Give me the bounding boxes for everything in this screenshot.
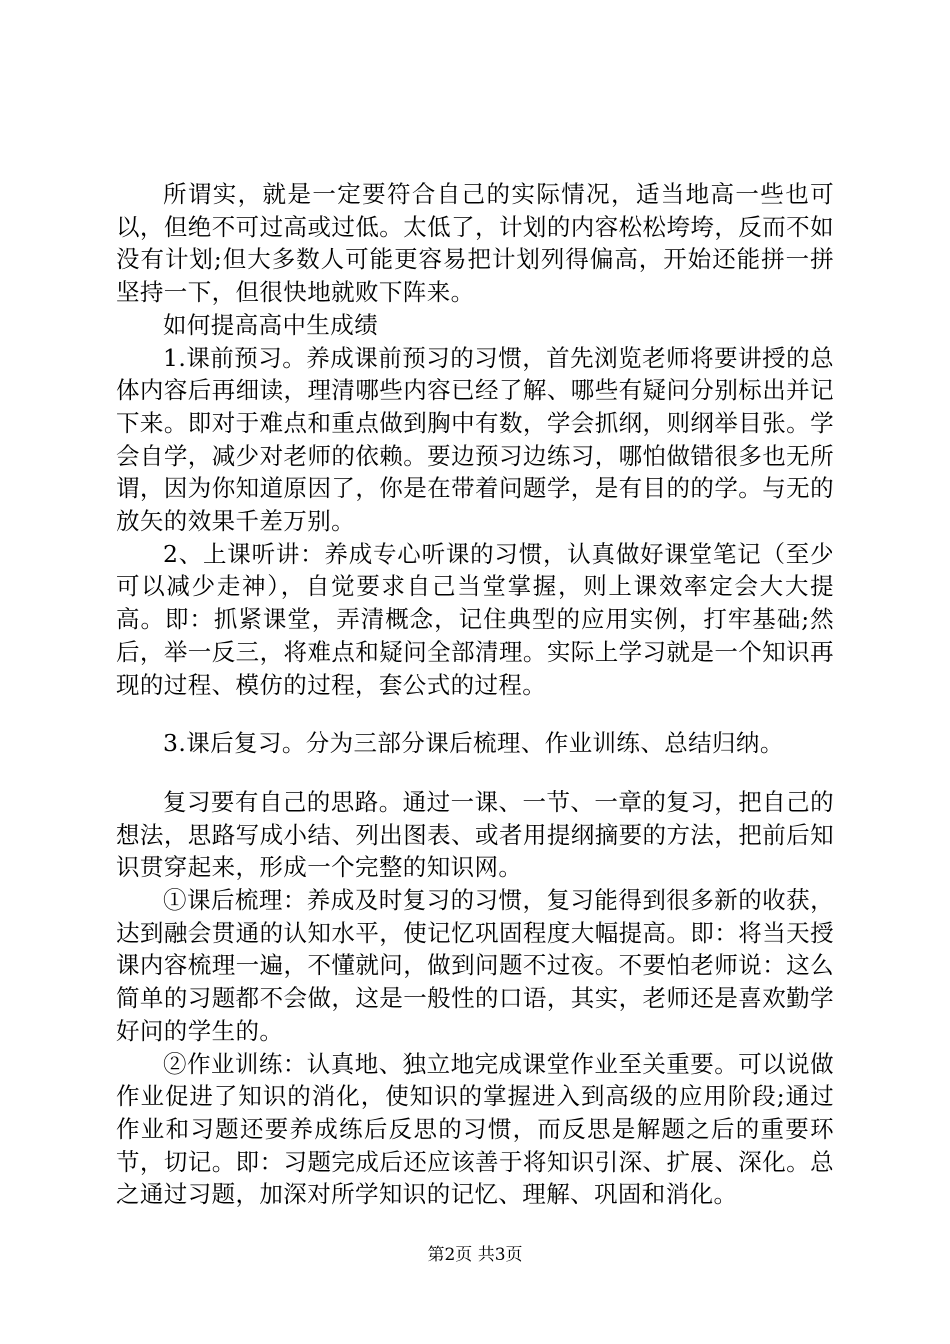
paragraph-after-class-sorting: ①课后梳理：养成及时复习的习惯，复习能得到很多新的收获，达到融会贯通的认知水平，使记忆巩固程度大幅提高。即：将当天授课内容梳理一遍，不懂就问，做到问题不过夜。不要怕老师说：这么简单的习题都不会做，这是一般性的口语，其实，老师还是喜欢勤学好问的学生的。: [116, 886, 834, 1045]
paragraph-homework-training: ②作业训练：认真地、独立地完成课堂作业至关重要。可以说做作业促进了知识的消化，使知识的掌握进入到高级的应用阶段;通过作业和习题还要养成练后反思的习惯，而反思是解题之后的重要环节，切记。即：习题完成后还应该善于将知识引深、扩展、深化。总之通过习题，加深对所学知识的记忆、理解、巩固和消化。: [116, 1049, 834, 1209]
paragraph-preview: 1.课前预习。养成课前预习的习惯，首先浏览老师将要讲授的总体内容后再细读，理清哪些内容已经了解、哪些有疑问分别标出并记下来。即对于难点和重点做到胸中有数，学会抓纲，则纲举目张。学会自学，减少对老师的依赖。要边预习边练习，哪怕做错很多也无所谓，因为你知道原因了，你是在带着问题学，是有目的的学。与无的放矢的效果千差万别。: [116, 343, 834, 536]
paragraph-plan-realistic: 所谓实，就是一定要符合自己的实际情况，适当地高一些也可以，但绝不可过高或过低。太低了，计划的内容松松垮垮，反而不如没有计划;但大多数人可能更容易把计划列得偏高，开始还能拼一拼坚持一下，但很快地就败下阵来。: [116, 180, 834, 307]
page-footer: 第2页 共3页: [427, 1245, 523, 1265]
paragraph-review: 3.课后复习。分为三部分课后梳理、作业训练、总结归纳。: [163, 729, 784, 758]
section-heading: 如何提高高中生成绩: [163, 310, 379, 339]
document-body: [116, 178, 834, 1211]
paragraph-review-approach: 复习要有自己的思路。通过一课、一节、一章的复习，把自己的想法，思路写成小结、列出图表、或者用提纲摘要的方法，把前后知识贯穿起来，形成一个完整的知识网。: [116, 787, 834, 882]
paragraph-lecture: 2、上课听讲：养成专心听课的习惯，认真做好课堂笔记（至少可以减少走神），自觉要求自己当堂掌握，则上课效率定会大大提高。即：抓紧课堂，弄清概念，记住典型的应用实例，打牢基础;然后，举一反三，将难点和疑问全部清理。实际上学习就是一个知识再现的过程、模仿的过程，套公式的过程。: [116, 539, 834, 699]
